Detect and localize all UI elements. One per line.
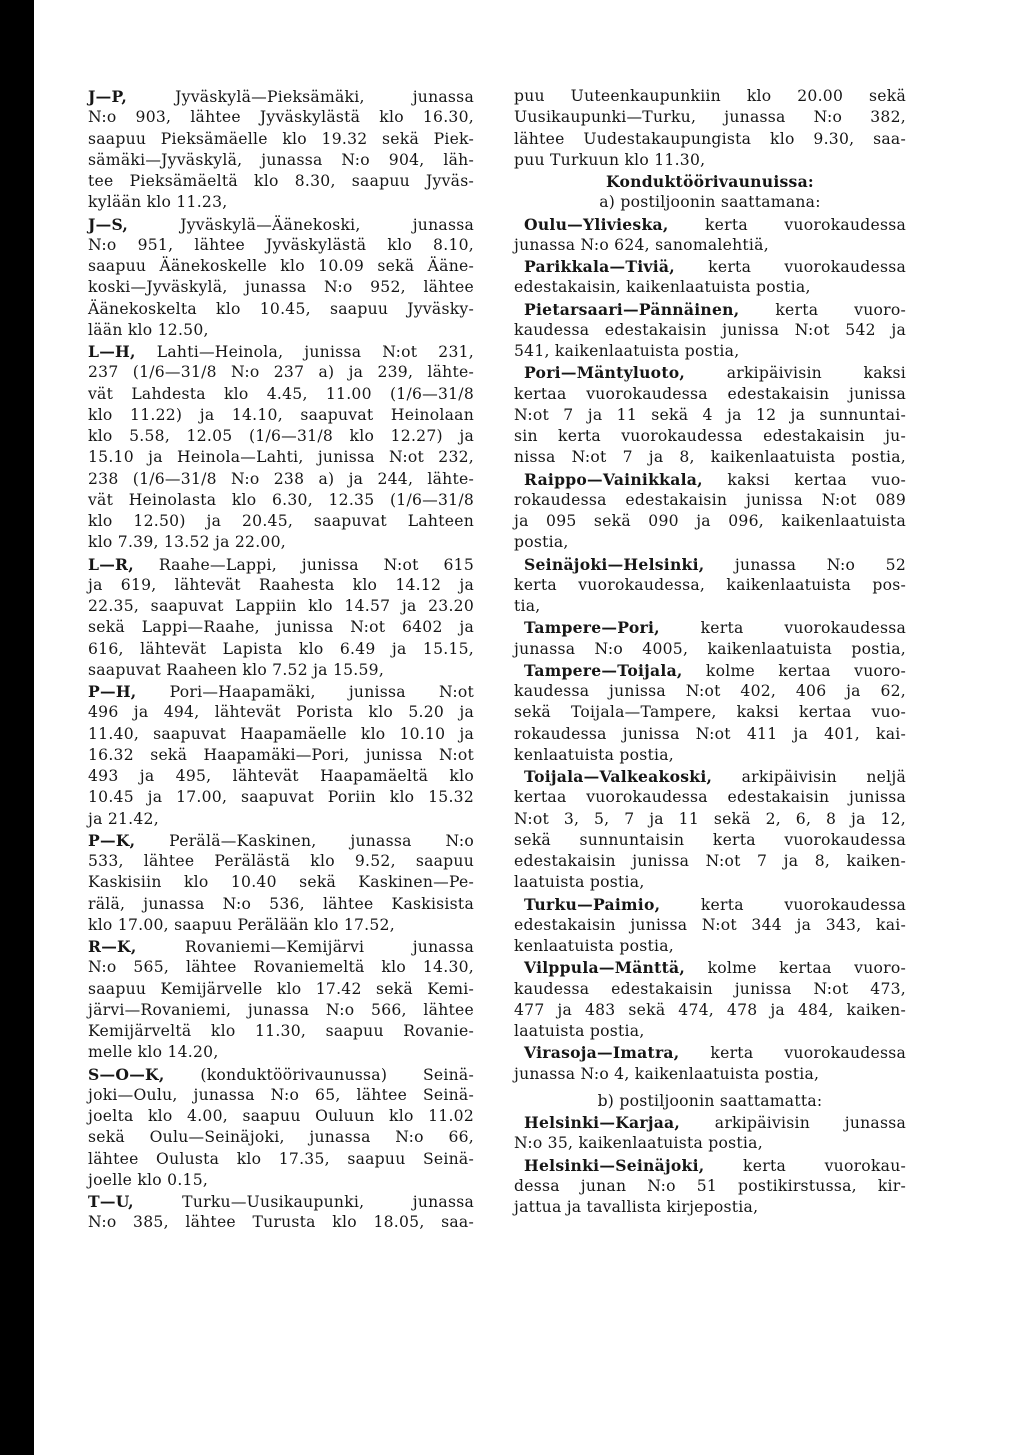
line-text: sin kerta vuorokaudessa edestakaisin ju- bbox=[514, 427, 906, 445]
line-text: N:ot 3, 5, 7 ja 11 sekä 2, 6, 8 ja 12, bbox=[514, 809, 906, 828]
route-code: Tampere—Pori, bbox=[524, 618, 660, 638]
line-text: lään klo 12.50, bbox=[88, 320, 209, 339]
line-text: kaudessa edestakaisin junissa N:ot 542 ja bbox=[514, 320, 906, 339]
text-line bbox=[88, 1064, 474, 1085]
line-text: a) postiljoonin saattamana: bbox=[599, 193, 821, 212]
route-code: R—K, bbox=[88, 937, 137, 956]
route-code: Parikkala—Tiviä, bbox=[524, 257, 675, 276]
line-text: koski—Jyväskylä, junassa N:o 952, lähtee bbox=[88, 278, 474, 297]
text-line bbox=[88, 1191, 474, 1212]
text-line bbox=[514, 639, 906, 660]
text-line bbox=[514, 341, 906, 362]
line-text: tee Pieksämäeltä klo 8.30, saapuu Jyväs- bbox=[88, 172, 474, 190]
text-line bbox=[514, 299, 906, 320]
route-code: Pori—Mäntyluoto, bbox=[524, 363, 686, 383]
text-line bbox=[88, 320, 474, 341]
line-text: 496 ja 494, lähtevät Porista klo 5.20 ja bbox=[88, 703, 474, 722]
text-line bbox=[514, 405, 906, 426]
text-line bbox=[88, 872, 474, 893]
line-text: Kaskisiin klo 10.40 sekä Kaskinen—Pe- bbox=[88, 873, 474, 892]
text-line bbox=[88, 171, 474, 192]
line-text: kylään klo 11.23, bbox=[88, 193, 228, 212]
line-text: 533, lähtee Perälästä klo 9.52, saapuu bbox=[88, 852, 474, 870]
line-text: saapuu Kemijärvelle klo 17.42 sekä Kemi- bbox=[88, 979, 474, 998]
text-line bbox=[514, 1042, 906, 1063]
text-line bbox=[514, 979, 906, 1000]
line-text: 10.45 ja 17.00, saapuvat Poriin klo 15.32 bbox=[88, 788, 474, 807]
text-line bbox=[514, 702, 906, 723]
line-text: Äänekoskelta klo 10.45, saapuu Jyväsky- bbox=[88, 299, 474, 318]
line-text: Uusikaupunki—Turku, junassa N:o 382, bbox=[514, 108, 906, 127]
text-line bbox=[514, 724, 906, 745]
text-line bbox=[514, 851, 906, 872]
line-text: rokaudessa junissa N:ot 411 ja 401, kai- bbox=[514, 724, 906, 743]
line-text: joelle klo 0.15, bbox=[88, 1170, 209, 1189]
line-text: laatuista postia, bbox=[514, 1022, 645, 1040]
route-code: T—U, bbox=[88, 1192, 134, 1211]
line-text: klo 11.22) ja 14.10, saapuvat Heinolaan bbox=[88, 405, 474, 424]
text-line bbox=[514, 469, 906, 490]
text-line bbox=[88, 1127, 474, 1148]
text-line bbox=[88, 1021, 474, 1042]
line-text: 238 (1/6—31/8 N:o 238 a) ja 244, lähte- bbox=[88, 469, 474, 488]
route-code: Seinäjoki—Helsinki, bbox=[524, 554, 705, 574]
text-line bbox=[88, 554, 474, 575]
text-line bbox=[514, 277, 906, 298]
text-line bbox=[514, 1000, 906, 1021]
route-code: L—H, bbox=[88, 342, 136, 361]
text-line bbox=[88, 299, 474, 320]
text-line bbox=[88, 830, 474, 851]
line-text: junassa N:o 4, kaikenlaatuista postia, bbox=[514, 1064, 820, 1083]
line-text: 11.40, saapuvat Haapamäelle klo 10.10 ja bbox=[88, 724, 474, 743]
line-text: postia, bbox=[514, 533, 569, 552]
line-text: laatuista postia, bbox=[514, 873, 645, 892]
text-line bbox=[88, 107, 474, 128]
text-line bbox=[514, 660, 906, 681]
text-line bbox=[88, 490, 474, 511]
line-text: kolme kertaa vuoro- bbox=[685, 959, 906, 978]
line-text: 15.10 ja Heinola—Lahti, junissa N:ot 232, bbox=[88, 448, 474, 467]
text-line bbox=[514, 575, 906, 596]
text-line bbox=[88, 256, 474, 277]
line-text: 541, kaikenlaatuista postia, bbox=[514, 342, 740, 360]
text-line bbox=[514, 809, 906, 830]
text-line bbox=[514, 766, 906, 787]
line-text: junassa N:o 624, sanomalehtiä, bbox=[514, 235, 769, 254]
line-text: puu Turkuun klo 11.30, bbox=[514, 150, 706, 169]
text-line bbox=[88, 1000, 474, 1021]
text-line bbox=[514, 426, 906, 447]
line-text: 16.32 sekä Haapamäki—Pori, junissa N:ot bbox=[88, 745, 474, 764]
text-line bbox=[88, 681, 474, 702]
text-line bbox=[88, 150, 474, 171]
text-line bbox=[514, 894, 906, 915]
text-line bbox=[514, 1021, 906, 1042]
route-code: J—P, bbox=[88, 87, 128, 106]
text-line bbox=[88, 384, 474, 405]
route-code: P—H, bbox=[88, 682, 137, 701]
text-line bbox=[88, 1085, 474, 1106]
route-code: P—K, bbox=[88, 830, 136, 850]
line-text: nissa N:ot 7 ja 8, kaikenlaatuista postia, bbox=[514, 448, 906, 467]
text-line bbox=[88, 787, 474, 808]
line-text: kaudessa edestakaisin junissa N:ot 473, bbox=[514, 979, 906, 998]
line-text: lähtee Uudestakaupungista klo 9.30, saa- bbox=[514, 129, 906, 148]
line-text: joki—Oulu, junassa N:o 65, lähtee Seinä- bbox=[88, 1085, 474, 1104]
text-line bbox=[514, 745, 906, 766]
text-line bbox=[514, 447, 906, 468]
route-code: Vilppula—Mänttä, bbox=[524, 958, 686, 978]
text-line bbox=[514, 86, 906, 107]
line-text: klo 12.50) ja 20.45, saapuvat Lahteen bbox=[88, 512, 474, 530]
line-text: kerta vuorokaudessa, kaikenlaatuista pos- bbox=[514, 575, 906, 594]
line-text: Rovaniemi—Kemijärvi junassa bbox=[136, 938, 474, 956]
route-code: Helsinki—Seinäjoki, bbox=[524, 1155, 705, 1175]
line-text: 616, lähtevät Lapista klo 6.49 ja 15.15, bbox=[88, 639, 474, 658]
line-text: kertaa vuorokaudessa edestakaisin junissa bbox=[514, 384, 906, 403]
line-text: joelta klo 4.00, saapuu Ouluun klo 11.02 bbox=[88, 1107, 474, 1125]
text-line bbox=[88, 532, 474, 553]
text-line bbox=[88, 617, 474, 638]
line-text: 493 ja 495, lähtevät Haapamäeltä klo bbox=[88, 767, 474, 785]
line-text: 22.35, saapuvat Lappiin klo 14.57 ja 23.20 bbox=[88, 597, 474, 615]
text-line bbox=[514, 681, 906, 702]
text-line bbox=[88, 915, 474, 936]
line-text: ja 095 sekä 090 ja 096, kaikenlaatuista bbox=[514, 512, 906, 530]
text-line bbox=[514, 192, 906, 213]
line-text: ja 619, lähtevät Raahesta klo 14.12 ja bbox=[88, 575, 474, 594]
text-line bbox=[514, 490, 906, 511]
line-text: kertaa vuorokaudessa edestakaisin junissa bbox=[514, 788, 906, 807]
route-code: Raippo—Vainikkala, bbox=[524, 469, 703, 489]
line-text: vät Lahdesta klo 4.45, 11.00 (1/6—31/8 bbox=[88, 384, 474, 403]
page-binding-edge bbox=[0, 0, 34, 1455]
route-code: Virasoja—Imatra, bbox=[524, 1043, 680, 1063]
text-line bbox=[88, 957, 474, 978]
left-column bbox=[88, 86, 474, 1234]
line-text: saapuu Pieksämäelle klo 19.32 sekä Piek- bbox=[88, 129, 474, 148]
line-text: kerta vuorokaudessa bbox=[660, 895, 906, 914]
text-line bbox=[514, 511, 906, 532]
text-line bbox=[88, 511, 474, 532]
line-text: Kemijärveltä klo 11.30, saapuu Rovanie- bbox=[88, 1022, 474, 1040]
line-text: kerta vuorokau- bbox=[704, 1156, 906, 1175]
line-text: Pori—Haapamäki, junissa N:ot bbox=[136, 683, 474, 701]
text-line bbox=[514, 617, 906, 638]
line-text: edestakaisin, kaikenlaatuista postia, bbox=[514, 278, 811, 297]
line-text: Raahe—Lappi, junissa N:ot 615 bbox=[133, 555, 474, 574]
line-text: arkipäivisin neljä bbox=[712, 768, 906, 786]
line-text: kerta vuoro- bbox=[739, 300, 906, 319]
text-line bbox=[88, 851, 474, 872]
route-code: Oulu—Ylivieska, bbox=[524, 214, 669, 234]
line-text: vät Heinolasta klo 6.30, 12.35 (1/6—31/8 bbox=[88, 490, 474, 509]
text-line bbox=[514, 872, 906, 893]
text-line bbox=[514, 384, 906, 405]
line-text: Jyväskylä—Äänekoski, junassa bbox=[128, 215, 474, 234]
line-text: 477 ja 483 sekä 474, 478 ja 484, kaiken- bbox=[514, 1000, 906, 1019]
text-line bbox=[88, 596, 474, 617]
route-code: L—R, bbox=[88, 554, 134, 574]
text-line bbox=[88, 936, 474, 957]
text-line bbox=[514, 957, 906, 978]
text-line bbox=[88, 809, 474, 830]
text-line bbox=[88, 341, 474, 362]
text-line bbox=[514, 235, 906, 256]
text-line bbox=[514, 1155, 906, 1176]
line-text: rokaudessa edestakaisin junissa N:ot 089 bbox=[514, 490, 906, 509]
line-text: kerta vuorokaudessa bbox=[659, 619, 906, 638]
line-text: junassa N:o 52 bbox=[704, 555, 906, 574]
text-line bbox=[514, 214, 906, 235]
line-text: kerta vuorokaudessa bbox=[674, 258, 906, 276]
line-text: klo 17.00, saapuu Perälään klo 17.52, bbox=[88, 915, 395, 934]
line-text: sekä Oulu—Seinäjoki, junassa N:o 66, bbox=[88, 1128, 474, 1147]
line-text: saapuu Äänekoskelle klo 10.09 sekä Ääne- bbox=[88, 257, 474, 275]
line-text: sekä Toijala—Tampere, kaksi kertaa vuo- bbox=[514, 703, 906, 722]
text-line bbox=[88, 235, 474, 256]
text-line bbox=[88, 894, 474, 915]
line-text: N:o 385, lähtee Turusta klo 18.05, saa- bbox=[88, 1213, 474, 1232]
section-heading: Konduktöörivaunuissa: bbox=[606, 172, 814, 191]
text-line bbox=[88, 575, 474, 596]
line-text: tia, bbox=[514, 597, 541, 615]
line-text: melle klo 14.20, bbox=[88, 1043, 219, 1062]
line-text: Jyväskylä—Pieksämäki, junassa bbox=[127, 88, 474, 106]
line-text: sekä Lappi—Raahe, junissa N:ot 6402 ja bbox=[88, 618, 474, 637]
line-text: ja 21.42, bbox=[88, 809, 159, 828]
text-line bbox=[514, 1133, 906, 1154]
line-text: kerta vuorokaudessa bbox=[679, 1044, 906, 1063]
text-line bbox=[514, 320, 906, 341]
route-code: Turku—Paimio, bbox=[524, 894, 661, 914]
line-text: järvi—Rovaniemi, junassa N:o 566, lähtee bbox=[88, 1000, 474, 1019]
line-text: kaudessa junissa N:ot 402, 406 ja 62, bbox=[514, 682, 906, 700]
text-line bbox=[88, 426, 474, 447]
text-line bbox=[514, 129, 906, 150]
line-text: puu Uuteenkaupunkiin klo 20.00 sekä bbox=[514, 87, 906, 105]
route-code: Toijala—Valkeakoski, bbox=[524, 767, 713, 786]
line-text: klo 7.39, 13.52 ja 22.00, bbox=[88, 533, 286, 552]
text-line bbox=[514, 362, 906, 383]
text-line bbox=[88, 469, 474, 490]
text-line bbox=[88, 979, 474, 1000]
text-line bbox=[88, 639, 474, 660]
line-text: arkipäivisin kaksi bbox=[685, 364, 906, 383]
route-code: Tampere—Toijala, bbox=[524, 660, 683, 680]
text-line bbox=[88, 447, 474, 468]
text-line bbox=[514, 936, 906, 957]
text-line bbox=[88, 129, 474, 150]
line-text: sämäki—Jyväskylä, junassa N:o 904, läh- bbox=[88, 150, 474, 169]
text-line bbox=[514, 256, 906, 277]
line-text: b) postiljoonin saattamatta: bbox=[597, 1091, 823, 1110]
line-text: 237 (1/6—31/8 N:o 237 a) ja 239, lähte- bbox=[88, 363, 474, 382]
text-line bbox=[88, 1106, 474, 1127]
line-text: edestakaisin junissa N:ot 344 ja 343, kai- bbox=[514, 915, 906, 934]
route-code: J—S, bbox=[88, 214, 129, 234]
text-line bbox=[88, 277, 474, 298]
line-text: arkipäivisin junassa bbox=[680, 1114, 906, 1132]
text-line bbox=[514, 150, 906, 171]
text-line bbox=[88, 660, 474, 681]
line-text: Lahti—Heinola, junissa N:ot 231, bbox=[135, 343, 474, 361]
line-text: jattua ja tavallista kirjepostia, bbox=[514, 1198, 759, 1216]
line-text: Perälä—Kaskinen, junassa N:o bbox=[135, 831, 474, 850]
line-text: sekä sunnuntaisin kerta vuorokaudessa bbox=[514, 830, 906, 849]
line-text: N:ot 7 ja 11 sekä 4 ja 12 ja sunnuntai- bbox=[514, 405, 906, 424]
text-line bbox=[88, 724, 474, 745]
route-code: Helsinki—Karjaa, bbox=[524, 1113, 681, 1132]
line-text: junassa N:o 4005, kaikenlaatuista postia, bbox=[514, 639, 906, 658]
text-line bbox=[88, 1149, 474, 1170]
line-text: kenlaatuista postia, bbox=[514, 745, 675, 764]
line-text: Turku—Uusikaupunki, junassa bbox=[133, 1193, 474, 1211]
line-text: (konduktöörivaunussa) Seinä- bbox=[164, 1065, 474, 1084]
line-text: saapuvat Raaheen klo 7.52 ja 15.59, bbox=[88, 660, 385, 679]
text-line bbox=[88, 745, 474, 766]
line-text: klo 5.58, 12.05 (1/6—31/8 klo 12.27) ja bbox=[88, 427, 474, 445]
text-line bbox=[88, 405, 474, 426]
text-line bbox=[514, 1064, 906, 1085]
line-text: rälä, junassa N:o 536, lähtee Kaskisista bbox=[88, 894, 474, 913]
text-line bbox=[514, 830, 906, 851]
text-line bbox=[88, 1042, 474, 1063]
line-text: kaksi kertaa vuo- bbox=[702, 470, 906, 489]
text-line bbox=[88, 1212, 474, 1233]
text-line bbox=[88, 192, 474, 213]
text-line bbox=[88, 1170, 474, 1191]
text-line bbox=[514, 532, 906, 553]
text-line bbox=[514, 554, 906, 575]
text-line bbox=[514, 596, 906, 617]
text-line bbox=[514, 1197, 906, 1218]
line-text: N:o 565, lähtee Rovaniemeltä klo 14.30, bbox=[88, 958, 474, 977]
text-line bbox=[88, 86, 474, 107]
line-text: lähtee Oulusta klo 17.35, saapuu Seinä- bbox=[88, 1149, 474, 1168]
line-text: N:o 903, lähtee Jyväskylästä klo 16.30, bbox=[88, 108, 474, 127]
line-text: edestakaisin junissa N:ot 7 ja 8, kaiken- bbox=[514, 852, 906, 870]
line-text: N:o 35, kaikenlaatuista postia, bbox=[514, 1134, 763, 1153]
text-line bbox=[514, 107, 906, 128]
line-text: N:o 951, lähtee Jyväskylästä klo 8.10, bbox=[88, 235, 474, 254]
line-text: kolme kertaa vuoro- bbox=[682, 661, 906, 680]
text-line bbox=[514, 1176, 906, 1197]
text-line bbox=[514, 915, 906, 936]
text-line bbox=[88, 214, 474, 235]
text-line bbox=[88, 766, 474, 787]
text-line bbox=[514, 1091, 906, 1112]
line-text: kenlaatuista postia, bbox=[514, 937, 675, 955]
route-code: Pietarsaari—Pännäinen, bbox=[524, 299, 740, 319]
text-line bbox=[514, 1112, 906, 1133]
route-code: S—O—K, bbox=[88, 1064, 165, 1084]
right-column bbox=[514, 86, 906, 1218]
text-line bbox=[88, 702, 474, 723]
text-line bbox=[88, 362, 474, 383]
line-text: kerta vuorokaudessa bbox=[668, 215, 906, 234]
line-text: dessa junan N:o 51 postikirstussa, kir- bbox=[514, 1176, 906, 1195]
text-line bbox=[514, 787, 906, 808]
